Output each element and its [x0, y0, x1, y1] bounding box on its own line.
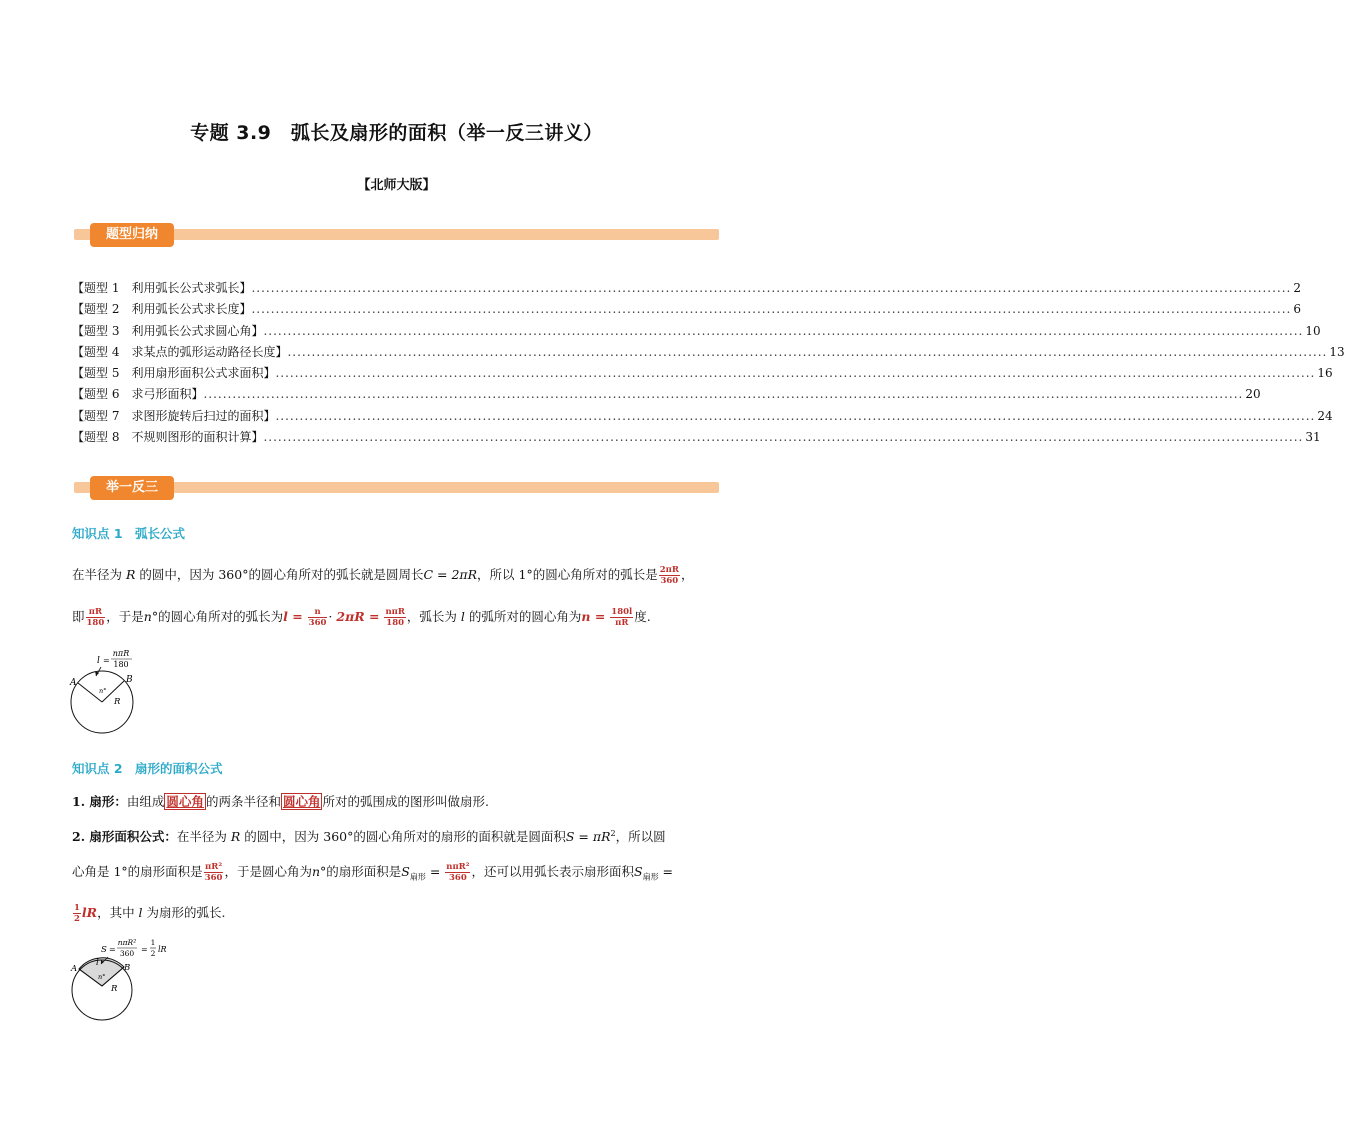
toc-leader-dots: ........................................................................................................................................................................................................................ — [263, 430, 1304, 445]
table-of-contents — [72, 278, 1345, 448]
kp2-line-3: 心角是 1°的扇形面积是 $\frac{\text{πR²}}{360}$ ，于是圆心角为n°的扇形面积是$S_{扇形}$ = $\frac{\text{nπR²}}{360}$ ，还可以用弧长表示扇形面积$S_{扇形}$ = — [72, 862, 674, 883]
kp2-line-2: 2. 扇形面积公式：在半径为 R 的圆中，因为 360°的圆心角所对的扇形的面积就是圆面积$S = \pi R^2$，所以圆 — [72, 829, 666, 845]
toc-leader-dots: ........................................................................................................................................................................................................................ — [275, 366, 1316, 381]
svg-text:nπR: nπR — [112, 649, 130, 658]
toc-item-page: 6 — [1293, 302, 1302, 317]
toc-item-page: 24 — [1317, 408, 1333, 423]
label-B: B — [126, 675, 133, 685]
toc-item[interactable] — [72, 342, 1345, 363]
toc-leader-dots: ........................................................................................................................................................................................................................ — [287, 344, 1328, 359]
toc-item[interactable] — [72, 406, 1333, 427]
toc-item[interactable] — [72, 278, 1302, 299]
toc-item-page: 16 — [1317, 366, 1333, 381]
toc-item-page: 20 — [1245, 387, 1261, 402]
toc-item[interactable] — [72, 363, 1333, 384]
toc-leader-dots: ........................................................................................................................................................................................................................ — [203, 387, 1244, 402]
toc-item[interactable] — [72, 384, 1261, 405]
svg-text:=: = — [141, 945, 148, 954]
label-R: R — [114, 697, 121, 707]
fraction: $\frac{2\pi R}{360}$ — [659, 565, 679, 586]
label-A: A — [71, 964, 78, 974]
fraction: $\frac{\text{πR²}}{360}$ — [204, 862, 223, 883]
section-banner-examples — [74, 476, 719, 500]
label-angle: n° — [99, 687, 107, 695]
knowledge-point-2-heading: 知识点 2 扇形的面积公式 — [72, 761, 223, 776]
toc-item-label: 【题型 1 利用弧长公式求弧长】 — [72, 281, 252, 295]
svg-text:1: 1 — [150, 938, 156, 947]
svg-text:S: S — [101, 945, 107, 955]
label-angle: n° — [98, 973, 106, 981]
svg-text:lR: lR — [158, 945, 167, 954]
svg-text:l: l — [96, 958, 99, 968]
toc-item-page: 13 — [1329, 344, 1345, 359]
toc-item[interactable] — [72, 299, 1302, 320]
svg-text:2: 2 — [150, 949, 156, 958]
label-R: R — [111, 984, 118, 994]
svg-text:nπR²: nπR² — [117, 938, 137, 947]
toc-item[interactable] — [72, 321, 1321, 342]
toc-item-page: 31 — [1305, 430, 1321, 445]
fraction: $\frac{180l}{\pi R}$ — [611, 607, 633, 628]
fraction: $\frac{1}{2}$ — [74, 903, 80, 924]
svg-text:360: 360 — [119, 949, 135, 958]
sector-area-diagram — [66, 936, 186, 1024]
fraction: $\frac{\text{nπR²}}{360}$ — [446, 862, 470, 883]
toc-item-label: 【题型 2 利用弧长公式求长度】 — [72, 302, 252, 317]
banner-tab: 题型归纳 — [90, 223, 174, 247]
label-l: l — [97, 656, 100, 666]
label-B: B — [124, 963, 131, 973]
toc-item-label: 【题型 3 利用弧长公式求圆心角】 — [72, 323, 264, 338]
page-subtitle: 【北师大版】 — [357, 178, 436, 193]
toc-item-label: 【题型 4 求某点的弧形运动路径长度】 — [72, 344, 288, 359]
label-A: A — [70, 678, 77, 688]
banner-tab: 举一反三 — [90, 476, 174, 500]
toc-leader-dots: ........................................................................................................................................................................................................................ — [275, 408, 1316, 423]
fraction: $\frac{\text{nπR}}{180}$ — [385, 607, 405, 628]
svg-text:180: 180 — [113, 660, 129, 669]
toc-item-label: 【题型 5 利用扇形面积公式求面积】 — [72, 366, 276, 381]
svg-text:=: = — [103, 656, 110, 665]
kp1-line-2: 即 $\frac{\pi R}{180}$ ，于是n°的圆心角所对的弧长为l = $\frac{n}{360}$ · 2πR = $\frac{\text{nπR}}{180}$ ，弧长为 l 的弧所对的圆心角为n = $\frac{180l}{\pi R}$ 度. — [72, 607, 651, 628]
svg-text:=: = — [109, 945, 116, 954]
kp2-line-4: $\frac{1}{2}$ lR，其中 l 为扇形的弧长. — [74, 903, 226, 924]
toc-leader-dots: ........................................................................................................................................................................................................................ — [251, 281, 1292, 295]
fraction: $\frac{\pi R}{180}$ — [86, 607, 105, 628]
toc-item-label: 【题型 7 求图形旋转后扫过的面积】 — [72, 408, 276, 423]
arc-length-diagram — [66, 645, 146, 737]
kp2-line-1: 1. 扇形：由组成 圆心角 的两条半径和 圆心角 所对的弧围成的图形叫做扇形. — [72, 794, 489, 809]
toc-item-page: 10 — [1305, 323, 1321, 338]
fraction: $\frac{n}{360}$ — [308, 607, 327, 628]
knowledge-point-1-heading: 知识点 1 弧长公式 — [72, 526, 186, 541]
section-banner-summary — [74, 223, 719, 247]
toc-item-label: 【题型 8 不规则图形的面积计算】 — [72, 430, 264, 445]
toc-item-page: 2 — [1293, 281, 1302, 295]
kp1-line-1: 在半径为 R 的圆中，因为 360°的圆心角所对的弧长就是圆周长C = 2πR，所以 1°的圆心角所对的弧长是 $\frac{2\pi R}{360}$ ， — [72, 565, 694, 586]
toc-leader-dots: ........................................................................................................................................................................................................................ — [263, 323, 1304, 338]
toc-item[interactable] — [72, 427, 1321, 448]
page-title: 专题 3.9 弧长及扇形的面积（举一反三讲义） — [190, 122, 603, 144]
toc-leader-dots: ........................................................................................................................................................................................................................ — [251, 302, 1292, 317]
toc-item-label: 【题型 6 求弓形面积】 — [72, 387, 204, 402]
